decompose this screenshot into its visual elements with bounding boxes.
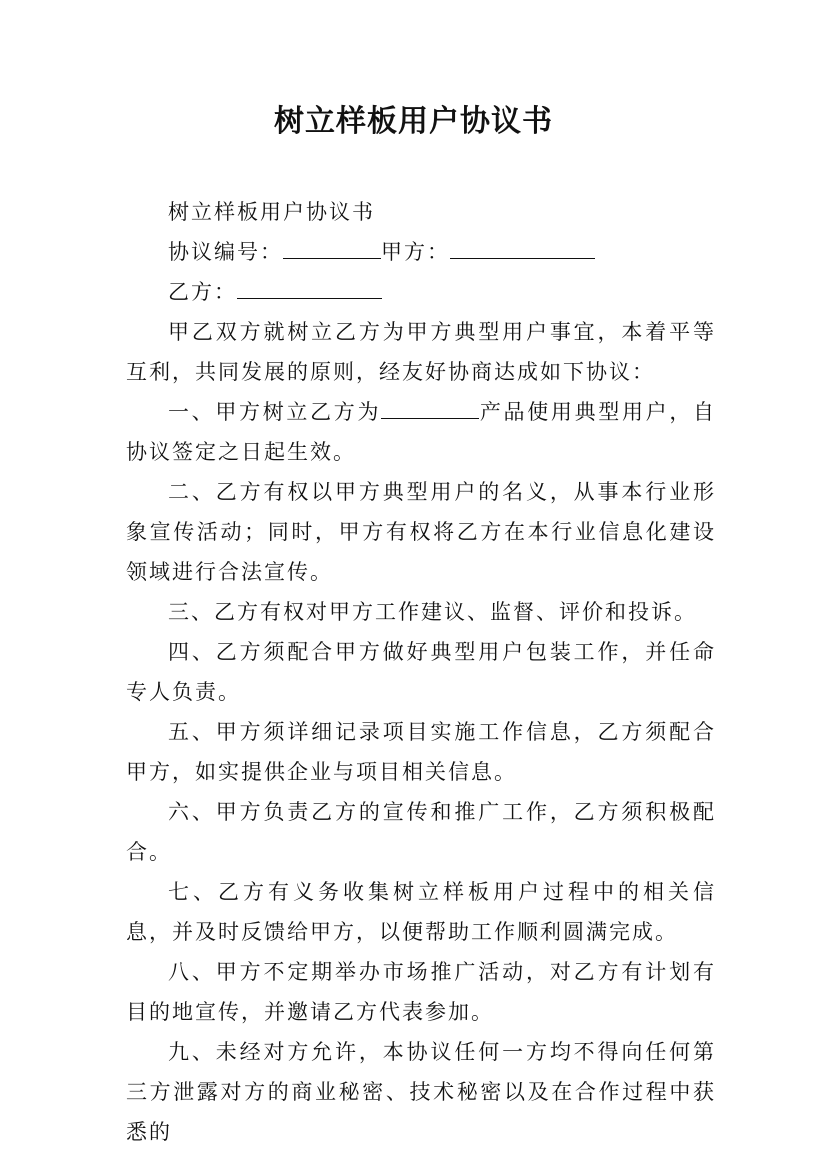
- clause-4: 四、乙方须配合甲方做好典型用户包装工作，并任命专人负责。: [126, 640, 716, 704]
- clause-9: 九、未经对方允许，本协议任何一方均不得向任何第三方泄露对方的商业秘密、技术秘密以及在合作过程中获悉的: [126, 1040, 716, 1144]
- document-title: 树立样板用户协议书: [274, 104, 553, 139]
- party-b-line: [126, 272, 716, 312]
- header-line: 树立样板用户协议书: [168, 200, 375, 224]
- party-a-blank: [450, 234, 595, 259]
- clause-2: 二、乙方有权以甲方典型用户的名义，从事本行业形象宣传活动；同时，甲方有权将乙方在本行业信息化建设领域进行合法宣传。: [126, 480, 716, 584]
- document-body: [126, 192, 716, 1152]
- agreement-number-label: 协议编号：: [168, 240, 283, 264]
- agreement-number-blank: [283, 234, 381, 259]
- party-b-blank: [237, 274, 382, 299]
- clause-1-before: 一、甲方树立乙方为: [168, 400, 382, 424]
- party-a-label: 甲方：: [381, 240, 450, 264]
- intro-paragraph: 甲乙双方就树立乙方为甲方典型用户事宜，本着平等互利，共同发展的原则，经友好协商达成如下协议：: [126, 320, 716, 384]
- clause-5: 五、甲方须详细记录项目实施工作信息，乙方须配合甲方，如实提供企业与项目相关信息。: [126, 720, 716, 784]
- agreement-number-line: [126, 232, 716, 272]
- clause-6: 六、甲方负责乙方的宣传和推广工作，乙方须积极配合。: [126, 800, 716, 864]
- clause-3: 三、乙方有权对甲方工作建议、监督、评价和投诉。: [168, 600, 697, 624]
- clause-1-after: 产品使用典型用户，自协议签定之日起生效。: [126, 400, 717, 464]
- clause-1: [126, 392, 716, 472]
- clause-7: 七、乙方有义务收集树立样板用户过程中的相关信息，并及时反馈给甲方，以便帮助工作顺利圆满完成。: [126, 880, 716, 944]
- party-b-label: 乙方：: [168, 280, 237, 304]
- clause-8: 八、甲方不定期举办市场推广活动，对乙方有计划有目的地宣传，并邀请乙方代表参加。: [126, 960, 716, 1024]
- product-blank: [381, 394, 479, 419]
